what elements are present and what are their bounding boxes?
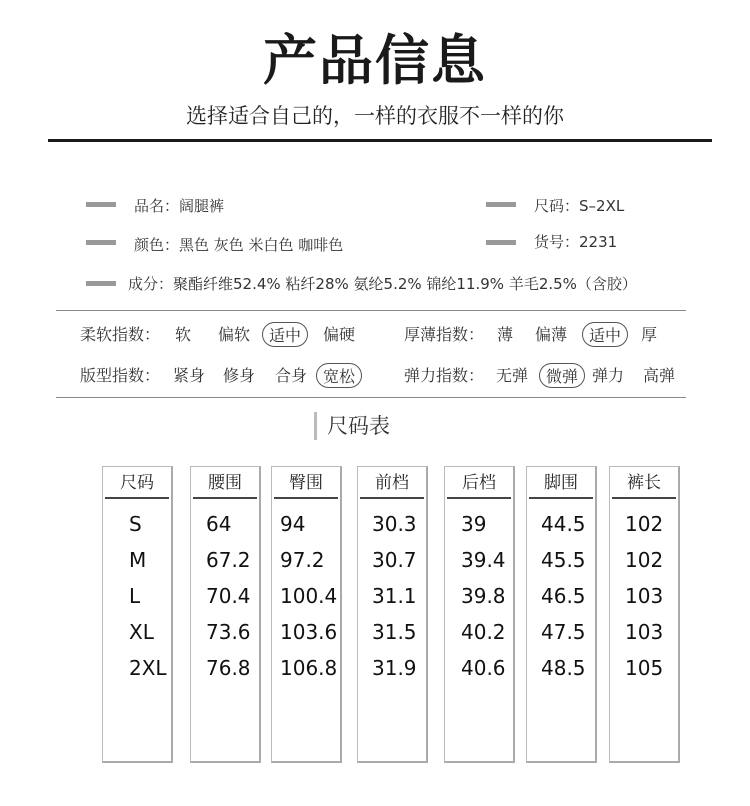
fit-label: 版型指数： <box>80 366 161 385</box>
thickness-option-selected: 适中 <box>582 322 628 347</box>
size-chart-column <box>444 466 515 763</box>
softness-option: 偏软 <box>218 325 251 344</box>
size-chart-column <box>609 466 680 763</box>
fit-option-selected: 宽松 <box>316 363 362 388</box>
divider <box>56 310 686 311</box>
size-chart-cell: 100.4 <box>280 584 338 608</box>
size-chart-cell: L <box>129 584 141 608</box>
divider <box>56 397 686 398</box>
size-chart-cell: 31.1 <box>372 584 417 608</box>
size-chart-cell: 31.5 <box>372 620 417 644</box>
size-chart-cell: 31.9 <box>372 656 417 680</box>
size-chart-header: 臀围 <box>274 467 338 499</box>
bullet-dash <box>486 240 516 245</box>
bullet-dash <box>86 281 116 286</box>
size-chart-cell: 40.2 <box>461 620 506 644</box>
size-chart-cell: 39.8 <box>461 584 506 608</box>
elasticity-option: 弹力 <box>592 366 625 385</box>
size-chart-column <box>271 466 342 763</box>
size-chart-cell: 48.5 <box>541 656 586 680</box>
size-chart-cell: 76.8 <box>206 656 251 680</box>
softness-option: 偏硬 <box>323 325 356 344</box>
page-title: 产品信息 <box>263 29 487 92</box>
size-chart-column <box>526 466 597 763</box>
size-chart-cell: 39 <box>461 512 487 536</box>
size-chart-cell: 40.6 <box>461 656 506 680</box>
size-chart-cell: 103 <box>625 584 664 608</box>
product-name: 品名：阔腿裤 <box>134 197 225 215</box>
softness-label: 柔软指数： <box>80 325 161 344</box>
size-chart-cell: 47.5 <box>541 620 586 644</box>
size-chart-cell: S <box>129 512 142 536</box>
bullet-dash <box>486 202 516 207</box>
title-divider <box>48 139 712 142</box>
softness-option-selected: 适中 <box>262 322 308 347</box>
product-colors: 颜色：黑色 灰色 米白色 咖啡色 <box>134 236 344 254</box>
size-chart-cell: 30.3 <box>372 512 417 536</box>
thickness-label: 厚薄指数： <box>404 325 485 344</box>
elasticity-option: 无弹 <box>496 366 529 385</box>
size-chart-cell: 97.2 <box>280 548 325 572</box>
size-chart-header: 裤长 <box>612 467 676 499</box>
size-chart-cell: XL <box>129 620 154 644</box>
elasticity-option-selected: 微弹 <box>539 363 585 388</box>
thickness-option: 厚 <box>641 325 658 344</box>
fit-option: 合身 <box>275 366 308 385</box>
softness-option: 软 <box>175 325 192 344</box>
size-chart-cell: 39.4 <box>461 548 506 572</box>
size-chart-cell: 105 <box>625 656 664 680</box>
size-chart-cell: 45.5 <box>541 548 586 572</box>
size-chart-cell: 106.8 <box>280 656 338 680</box>
thickness-option: 薄 <box>497 325 514 344</box>
thickness-option: 偏薄 <box>535 325 568 344</box>
size-chart-header: 脚围 <box>529 467 593 499</box>
product-size-range: 尺码：S–2XL <box>534 197 625 215</box>
size-chart-cell: 70.4 <box>206 584 251 608</box>
size-chart-cell: 46.5 <box>541 584 586 608</box>
size-chart-title: 尺码表 <box>314 412 390 440</box>
fit-option: 紧身 <box>173 366 206 385</box>
size-chart-header: 前档 <box>360 467 424 499</box>
size-chart-cell: 102 <box>625 548 664 572</box>
elasticity-label: 弹力指数： <box>404 366 485 385</box>
product-material: 成分：聚酯纤维52.4% 粘纤28% 氨纶5.2% 锦纶11.9% 羊毛2.5%（含胶） <box>128 275 637 293</box>
size-chart-header: 后档 <box>447 467 511 499</box>
size-chart-cell: 73.6 <box>206 620 251 644</box>
size-chart-column <box>357 466 428 763</box>
fit-option: 修身 <box>223 366 256 385</box>
size-chart-header: 尺码 <box>105 467 169 499</box>
size-chart-cell: 2XL <box>129 656 167 680</box>
size-chart-cell: 103.6 <box>280 620 338 644</box>
product-sku: 货号：2231 <box>534 233 618 251</box>
size-chart-cell: 64 <box>206 512 232 536</box>
size-chart-column <box>102 466 173 763</box>
size-chart-header: 腰围 <box>193 467 257 499</box>
size-chart-cell: 103 <box>625 620 664 644</box>
size-chart-cell: 102 <box>625 512 664 536</box>
size-chart-cell: 30.7 <box>372 548 417 572</box>
size-chart-cell: 44.5 <box>541 512 586 536</box>
page-subtitle: 选择适合自己的，一样的衣服不一样的你 <box>186 104 564 128</box>
bullet-dash <box>86 202 116 207</box>
size-chart-cell: 67.2 <box>206 548 251 572</box>
size-chart-cell: 94 <box>280 512 306 536</box>
bullet-dash <box>86 240 116 245</box>
size-chart-cell: M <box>129 548 147 572</box>
size-chart-column <box>190 466 261 763</box>
elasticity-option: 高弹 <box>643 366 676 385</box>
